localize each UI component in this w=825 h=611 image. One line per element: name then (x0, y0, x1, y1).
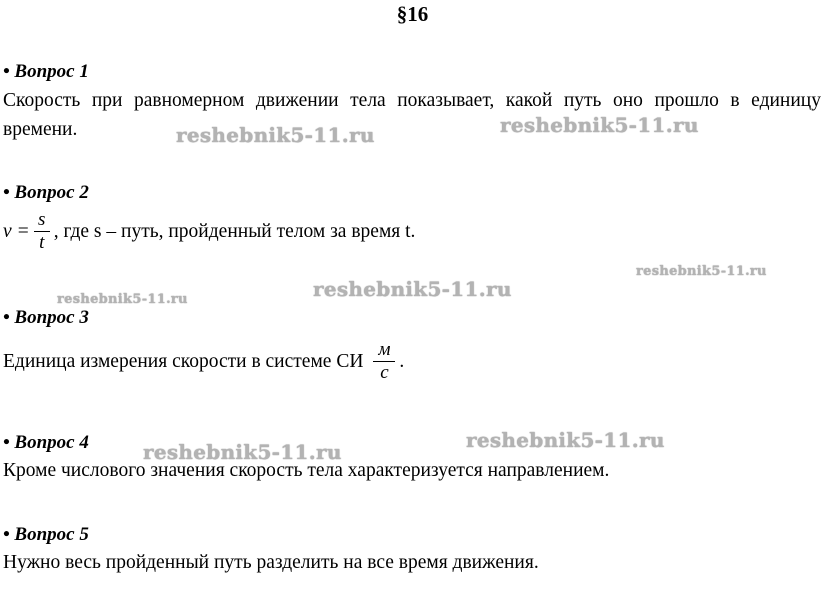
question-4-answer: Кроме числового значения скорость тела характеризуется направлением. (3, 460, 610, 481)
fraction-numerator: s (38, 209, 46, 230)
question-1-answer: Скорость при равномерном движении тела показывает, какой путь оно прошло в единицу времени. (3, 90, 821, 140)
question-2 (3, 181, 415, 254)
watermark: reshebnik5-11.ru (636, 264, 767, 279)
question-5-answer: Нужно весь пройденный путь разделить на все время движения. (3, 552, 539, 573)
watermark: reshebnik5-11.ru (143, 440, 342, 464)
question-2-heading: • Вопрос 2 (3, 182, 89, 203)
section-title: §16 (396, 2, 429, 26)
watermark: reshebnik5-11.ru (500, 113, 699, 137)
fraction-denominator: t (39, 232, 45, 253)
si-unit-fraction (373, 339, 395, 384)
watermark: reshebnik5-11.ru (466, 428, 665, 452)
question-5 (3, 523, 821, 577)
watermark: reshebnik5-11.ru (176, 123, 375, 147)
unit-numerator: м (378, 339, 391, 360)
watermark: reshebnik5-11.ru (313, 277, 512, 301)
question-4-heading: • Вопрос 4 (3, 432, 89, 453)
question-3-heading: • Вопрос 3 (3, 307, 89, 328)
question-3-answer (3, 339, 404, 384)
si-unit-period: . (399, 350, 405, 372)
question-2-answer (3, 209, 415, 254)
question-4 (3, 431, 821, 485)
question-1-heading: • Вопрос 1 (3, 61, 89, 82)
question-3 (3, 306, 404, 384)
velocity-formula-lhs: v = (3, 220, 30, 242)
watermark: reshebnik5-11.ru (57, 292, 188, 307)
question-5-heading: • Вопрос 5 (3, 524, 89, 545)
unit-denominator: с (380, 362, 389, 383)
velocity-fraction (34, 209, 50, 254)
si-unit-text: Единица измерения скорости в системе СИ (3, 350, 364, 372)
formula-explanation: , где s – путь, пройденный телом за время t. (53, 220, 416, 242)
